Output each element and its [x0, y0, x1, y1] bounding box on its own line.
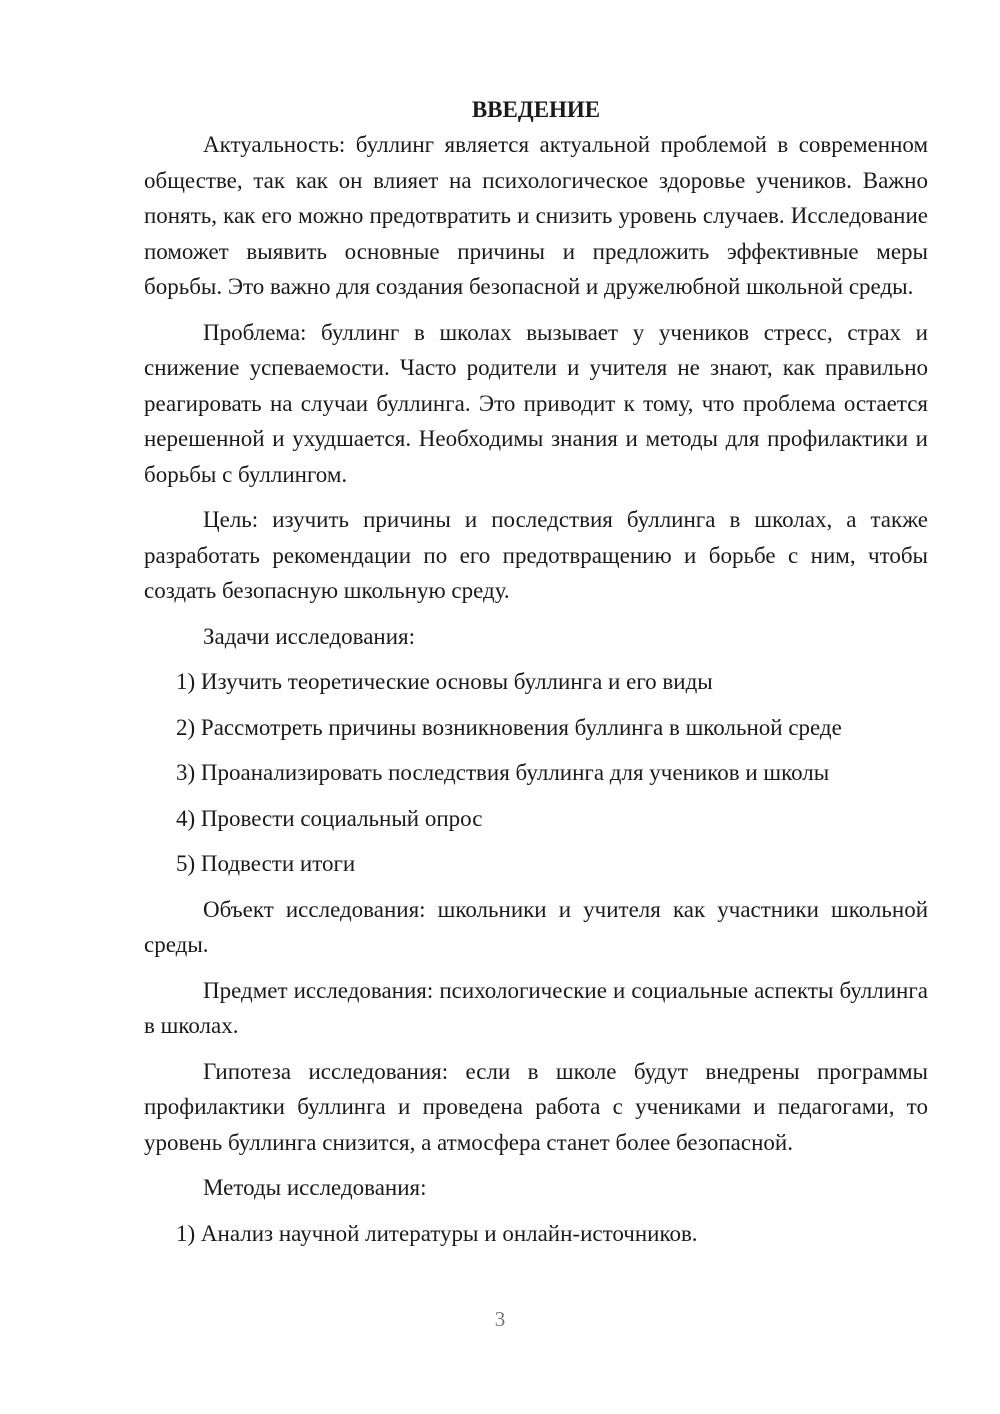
paragraph-subject: Предмет исследования: психологические и социальные аспекты буллинга в школах. [144, 977, 928, 1038]
page-number: 3 [494, 1307, 506, 1331]
paragraph-problem: Проблема: буллинг в школах вызывает у учеников стресс, страх и снижение успеваемости. Часто родители и учителя не знают, как правильно реагировать на случаи буллинга. Это приводит к тому, что проблема остается нерешенной и ухудшается. Необходимы знания и методы для профилактики и борьбы с буллингом. [144, 319, 928, 487]
list-item: 1) Изучить теоретические основы буллинга и его виды [176, 669, 713, 694]
paragraph-object: Объект исследования: школьники и учителя как участники школьной среды. [144, 896, 928, 957]
tasks-heading: Задачи исследования: [203, 623, 416, 649]
paragraph-goal: Цель: изучить причины и последствия буллинга в школах, а также разработать рекомендации по его предотвращению и борьбе с ним, чтобы создать безопасную школьную среду. [144, 507, 928, 603]
methods-list [144, 1216, 928, 1252]
page-title: ВВЕДЕНИЕ [471, 97, 601, 122]
paragraph-hypothesis: Гипотеза исследования: если в школе будут внедрены программы профилактики буллинга и проведена работа с учениками и педагогами, то уровень буллинга снизится, а атмосфера станет более безопасной. [144, 1058, 928, 1155]
list-item: 5) Подвести итоги [176, 851, 356, 876]
page-content [144, 92, 928, 1261]
list-item: 3) Проанализировать последствия буллинга для учеников и школы [176, 760, 830, 785]
list-item: 1) Анализ научной литературы и онлайн-источников. [176, 1220, 698, 1246]
tasks-list [144, 664, 928, 882]
list-item: 2) Рассмотреть причины возникновения буллинга в школьной среде [176, 714, 842, 740]
list-item: 4) Провести социальный опрос [176, 805, 483, 831]
paragraph-relevance: Актуальность: буллинг является актуальной проблемой в современном обществе, так как он влияет на психологическое здоровье учеников. Важно понять, как его можно предотвратить и снизить уровень случаев. Исследование поможет выявить основные причины и предложить эффективные меры борьбы. Это важно для создания безопасной и дружелюбной школьной среды. [144, 132, 928, 299]
methods-heading: Методы исследования: [203, 1175, 427, 1200]
